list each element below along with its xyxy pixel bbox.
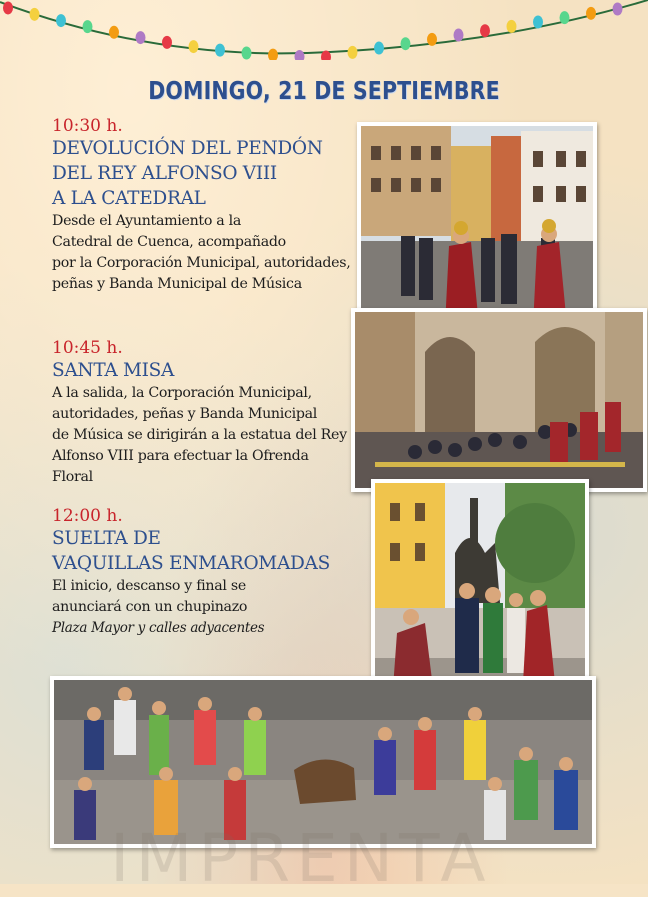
event-time: 10:30 h.	[52, 116, 123, 136]
light-bulb	[348, 46, 358, 59]
event-description	[52, 211, 352, 295]
watermark: IMPRENTA	[110, 820, 492, 897]
event-heading	[52, 526, 372, 576]
desc-line: A la salida, la Corporación Municipal,	[52, 385, 312, 401]
light-bulb	[136, 31, 146, 44]
light-bulb	[56, 14, 66, 27]
event-location: Plaza Mayor y calles adyacentes	[52, 620, 265, 636]
event-description	[52, 383, 352, 488]
light-bulb	[30, 8, 40, 21]
light-bulb	[162, 36, 172, 49]
light-bulb	[613, 2, 623, 15]
light-bulb	[507, 20, 517, 33]
light-bulb	[401, 37, 411, 50]
light-bulb	[427, 33, 437, 46]
light-bulb	[586, 7, 596, 20]
light-bulb	[374, 42, 384, 55]
desc-line: por la Corporación Municipal, autoridades,	[52, 255, 351, 271]
heading-line: A LA CATEDRAL	[52, 188, 206, 209]
heading-line: SANTA MISA	[52, 360, 175, 381]
desc-line: Catedral de Cuenca, acompañado	[52, 234, 286, 250]
desc-line: Desde el Ayuntamiento a la	[52, 213, 242, 229]
heading-line: VAQUILLAS ENMAROMADAS	[52, 553, 330, 574]
light-bulb	[480, 24, 490, 37]
photo-procession	[357, 122, 597, 332]
light-bulb	[3, 1, 13, 14]
light-bulb	[109, 26, 119, 39]
event-description	[52, 576, 372, 618]
event-heading	[52, 136, 352, 211]
light-bulb	[83, 20, 93, 33]
desc-line: de Música se dirigirán a la estatua del Rey	[52, 427, 347, 443]
string-lights-decoration	[0, 0, 648, 60]
light-bulb	[454, 29, 464, 42]
desc-line: peñas y Banda Municipal de Música	[52, 276, 302, 292]
event-time: 12:00 h.	[52, 506, 123, 526]
event-1030	[52, 116, 352, 295]
light-bulb	[533, 16, 543, 29]
photo-cathedral-mass	[351, 308, 647, 492]
light-bulb	[560, 11, 570, 24]
light-bulb	[242, 46, 252, 59]
event-1045	[52, 338, 352, 488]
desc-line: anunciará con un chupinazo	[52, 599, 248, 615]
event-1200	[52, 506, 372, 638]
light-bulb	[189, 40, 199, 53]
desc-line: Alfonso VIII para efectuar la Ofrenda Floral	[52, 448, 309, 485]
desc-line: El inicio, descanso y final se	[52, 578, 246, 594]
event-heading	[52, 358, 352, 383]
desc-line: autoridades, peñas y Banda Municipal	[52, 406, 318, 422]
page-title: DOMINGO, 21 DE SEPTIEMBRE	[148, 76, 500, 105]
event-time: 10:45 h.	[52, 338, 123, 358]
heading-line: SUELTA DE	[52, 528, 161, 549]
heading-line: DEL REY ALFONSO VIII	[52, 163, 277, 184]
heading-line: DEVOLUCIÓN DEL PENDÓN	[52, 138, 323, 159]
light-bulb	[295, 50, 305, 60]
light-bulb	[268, 49, 278, 60]
light-bulb	[215, 44, 225, 57]
